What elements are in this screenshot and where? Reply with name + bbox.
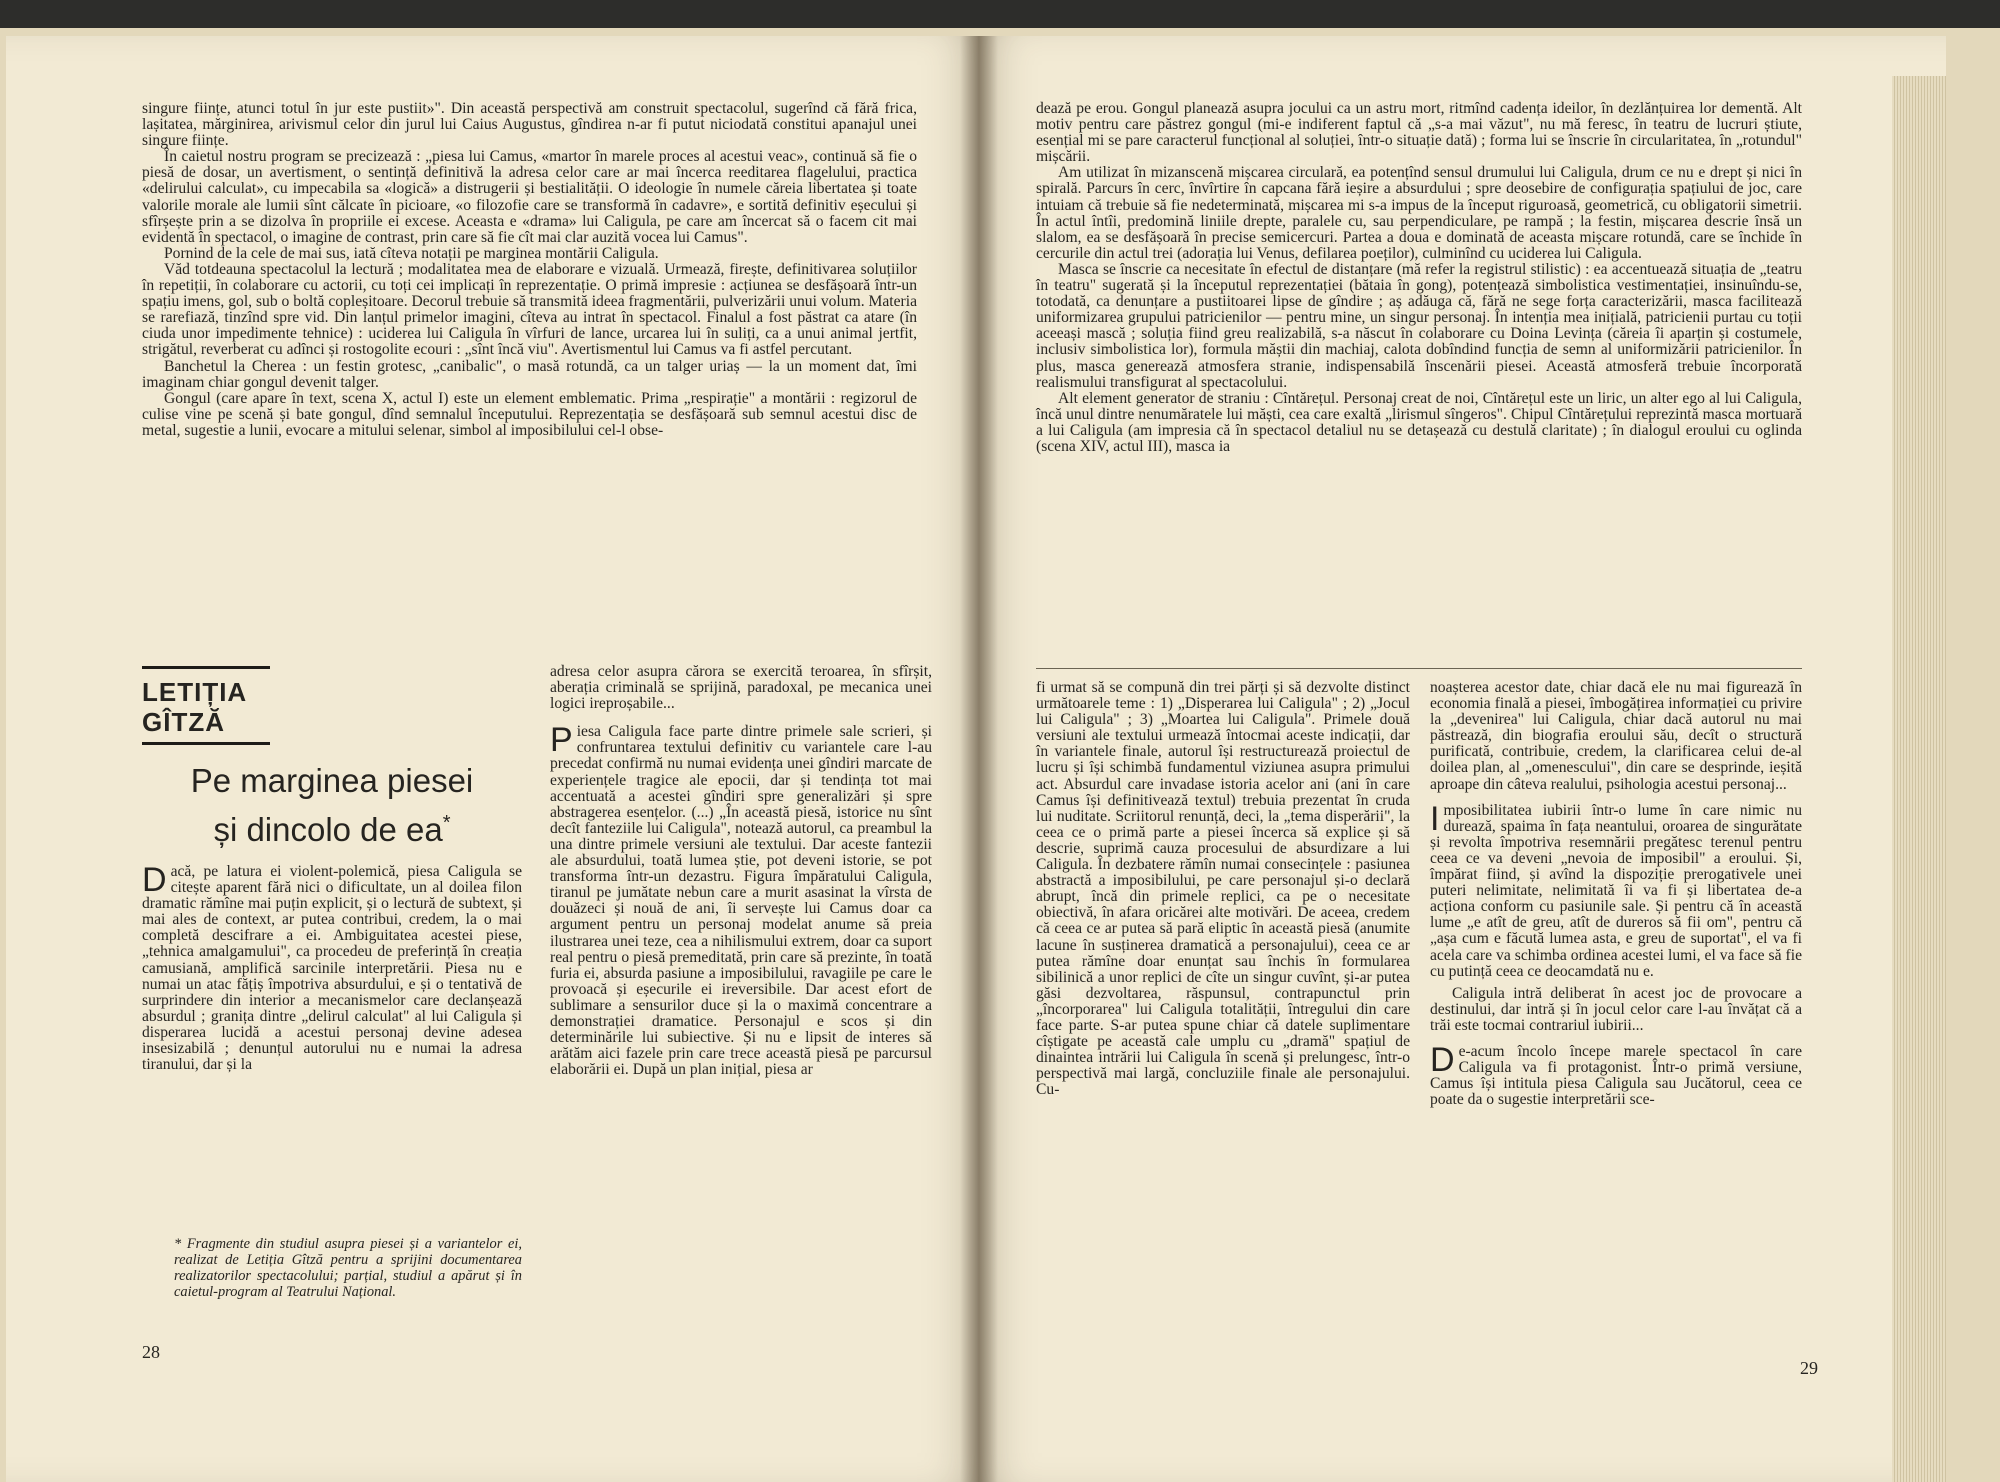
- author-line: LETIȚIA: [142, 677, 248, 707]
- left-paragraph: Pornind de la cele de mai sus, iată cîteva notații pe marginea montării Caligula.: [164, 244, 659, 262]
- right-paragraph: Alt element generator de straniu : Cîntărețul. Personaj creat de noi, Cîntărețul este un liric, un alter ego al lui Caligula, încă unul dintre nenumăratele lui măști, cea care exaltă „lirismul sîngeros". Chipul Cîntărețului reprezintă masca mortuară a lui Caligula (am impresia că în spectacol detaliul nu se detașează cu destulă claritate) ; în dialogul eroului cu oglinda (scena XIV, actul III), masca ia: [1036, 389, 1802, 455]
- drop-cap: D: [1430, 1040, 1455, 1079]
- left-top-text: [142, 101, 917, 439]
- right-paragraph: Masca se înscrie ca necesitate în efectul de distanțare (mă refer la registrul stilistic) : ea accentuează situația de „teatru în teatru" sugerată și la începutul reprezentației (bătaia în gong), potențează simbolistica vestimentației, insinuîndu-se, totodată, ca denunțare a pustiitoarei lipse de gîndire ; aș adăuga că, fără ne sege forța caracterizării, masca facilitează uniformizarea grupului patricienilor — pentru mine, un singur personaj. În intenția mea inițială, patricienii purtau cu toții aceeași mască ; soluția fiind greu realizabilă, s-a născut în colaborare cu Doina Levința (căreia îi aparțin și costumele, inclusiv simbolistica lor), formula măștii din machiaj, calota dobîndind funcția de semn al uniformizării patricienilor. În plus, masca generează atmosfera stranie, indispensabilă înscenării piesei. Această atmosferă trebuie încorporată realismului transfigurat al spectacolului.: [1036, 260, 1802, 391]
- col-paragraph: Piesa Caligula face parte dintre primele sale scrieri, și confruntarea textului definitiv cu variantele care l-au precedat confirmă nu numai evidența unei gîndiri marcate de experiențele tragice ale epocii, dar și tendința tot mai accentuată a acestei gîndiri spre generalizări și spre abstragerea esențelor. (...) „În această piesă, istorice nu sînt decît fanteziile lui Caligula", notează autorul, ca preambul la una dintre primele versiuni ale textului. Dar aceste fantezii ale absurdului, toată lumea știe, pot deveni istorie, se pot transforma într-un dezastru. Figura împăratului Caligula, tiranul pe jumătate nebun care a murit asasinat la vîrsta de douăzeci și nouă de ani, îi servește lui Camus doar ca argument pentru un personaj modelat anume să preia ilustrarea unei teze, cea a nihilismului extrem, doar ca suport real pentru o piesă premeditată, prin care să prezinte, în toată furia ei, absurda pasiune a imposibilului, ravagiile pe care le provoacă și eșecurile ei ireversibile. Dar acest efort de sublimare a sensurilor duce și la o maximă concentrare a demonstrației dramatice. Personajul e scos și din determinările lui subiective. Și nu e lipsit de interes să arătăm aici fazele prin care trece această piesă pe parcursul elaborării ei. După un plan inițial, piesa ar: [550, 721, 932, 1079]
- right-column-1: [1036, 680, 1410, 1098]
- left-column-2: [550, 664, 932, 1078]
- section-divider: [1036, 668, 1802, 669]
- right-paragraph: dează pe erou. Gongul planează asupra jocului ca un astru mort, ritmînd cadența ideilor, în dezlănțuirea lor dementă. Alt motiv pentru care păstrez gongul (mi-e indiferent faptul că „s-a mai văzut", nu mă feresc, în teatru de lucruri știute, esențial mi se pare caracterul funcțional al soluției, într-o situație dată) ; forma lui se înscrie în circularitatea, în „rotundul" mișcării.: [1036, 100, 1802, 166]
- left-column-1: [142, 861, 522, 1074]
- author-name: [142, 677, 247, 737]
- col-paragraph: noașterea acestor date, chiar dacă ele nu mai figurează în economia finală a piesei, îmbogățirea informației cu privire la „devenirea" lui Caligula, chiar dacă autorul nu mai păstrează, din biografia eroului său, decît o structură purificată, contribuie, credem, la clarificarea celui de-al doilea plan, al „omenescului", din care se desprinde, ieșită aproape din câteva realului, psihologia acestui personaj...: [1430, 679, 1802, 793]
- page-edges: [1892, 76, 1946, 1482]
- author-line: GÎTZĂ: [142, 707, 225, 737]
- author-rule-top: [142, 666, 270, 669]
- page-number: 29: [1800, 1358, 1818, 1378]
- col-paragraph: Imposibilitatea iubirii într-o lume în care nimic nu durează, spaima în fața neantului, oroarea de singurătate și revolta împotriva resemnării pregătesc terenul pentru ceea ce va deveni „nevoia de imposibil" a eroului. Și, împărat fiind, și avînd la dispoziție prerogativele unei puteri nelimitate, nelimitată îi va fi și libertatea de-a acționa conform cu pasiunile sale. Și pentru că în această lume „e atît de greu, atît de dureros să fii om", pentru că „așa cum e făcută lumea asta, e greu de suportat", el va fi acela care va schimba ordinea acestei lumi, el va face să fie cu putință ceea ce deocamdată nu e.: [1430, 799, 1802, 980]
- left-page: [6, 36, 981, 1482]
- footnote: * Fragmente din studiul asupra piesei și a variantelor ei, realizat de Letiția Gîtză pentru a sprijini documentarea realizatorilor spectacolului; parțial, studiul a apărut și în caietul-program al Teatrului Național.: [174, 1236, 522, 1300]
- left-paragraph: Văd totdeauna spectacolul la lectură ; modalitatea mea de elaborare e vizuală. Urmează, firește, definitivarea soluțiilor în repetiții, în colaborare cu actorii, cu toți cei implicați în reprezentație. O primă impresie : acțiunea se desfășoară într-un spațiu imens, gol, sub o boltă copleșitoare. Decorul trebuie să transmită ideea fragmentării, pulverizării unui volum. Materia se rarefiază, tinzînd spre vid. Din lanțul primelor imagini, cîteva au intrat în spectacol. Finalul a fost păstrat ca atare (în ciuda unor impedimente tehnice) : uciderea lui Caligula în vîrfuri de lance, urcarea lui în suliți, ca a unui animal jertfit, strigătul, reverberat cu adînci și rostogolite ecouri : „sînt încă viu". Avertismentul lui Camus va fi astfel percutant.: [142, 260, 917, 359]
- left-paragraph: singure ființe, atunci totul în jur este pustiit»". Din această perspectivă am construit spectacolul, sugerînd că fără frica, lașitatea, mărginirea, arivismul celor din jurul lui Caius Augustus, gîndirea n-ar fi putut niciodată constitui apanajul unei singure ființe.: [142, 100, 917, 150]
- book-gutter: [960, 36, 998, 1482]
- col-paragraph: Caligula intră deliberat în acest joc de provocare a destinului, dar intră și în jocul celor care l-au învățat că a trăi este tocmai contrariul iubirii...: [1430, 984, 1802, 1034]
- left-paragraph: În caietul nostru program se precizează : „piesa lui Camus, «martor în marele proces al acestui veac», continuă să fie o piesă de dosar, un avertisment, o sentință definitivă la adresa celor care ar mai încerca reeditarea flagelului, practica «delirului calculat», cu impecabila sa «logică» a distrugerii și bestialității. O ideologie în numele căreia libertatea și toate valorile morale ale lumii sînt călcate în picioare, «o filozofie care se transformă în cadavre», e sortită definitiv eșecului și sfîrșește prin a se dizolva în propriile ei excese. Aceasta e «drama» lui Caligula, pe care am încercat să o facem cit mai evidentă în spectacol, o imagine de contrast, prin care să fie cît mai clar auzită vocea lui Camus".: [142, 148, 917, 246]
- right-paragraph: Am utilizat în mizanscenă mișcarea circulară, ea potențînd sensul drumului lui Caligula, drum ce nu e drept și nici în spirală. Parcurs în cerc, învîrtire în capcana fără ieșire a absurdului ; spre deosebire de configurația spațiului de joc, care intuiam că trebuie să fie nedeterminată, mișcarea mi s-a impus de la început riguroasă, geometrică, cu obligatorii simetrii. În actul întîi, predomină liniile drepte, paralele cu, sau perpendiculare, pe rampă ; la festin, mișcarea descrie însă un slalom, ea se desfășoară în precise semicercuri. Partea a doua e dominată de aceasta mișcare rotundă, care se închide în cercurile din actul trei (adorația lui Venus, defilarea poeților), culminînd cu uciderea lui Caligula.: [1036, 164, 1802, 262]
- page-number: 28: [142, 1342, 160, 1362]
- author-rule-bottom: [142, 742, 270, 745]
- right-top-text: [1036, 101, 1802, 455]
- left-paragraph: Gongul (care apare în text, scena X, actul I) este un element emblematic. Prima „respirație" a montării : regizorul de culise vine pe scenă și bate gongul, dînd semnalul începutului. Reprezentația se desfășoară sub semnul acestui disc de metal, sugestie a lunii, evocare a mitului selenar, simbol al imposibilului cel-l obse-: [142, 389, 917, 439]
- title-line: și dincolo de ea*: [213, 811, 451, 848]
- title-line: Pe marginea piesei: [190, 762, 474, 799]
- col-paragraph: adresa celor asupra cărora se exercită teroarea, în sfîrșit, aberația criminală se sprijină, paradoxal, pe mecanica unei logici ireproșabile...: [550, 663, 932, 713]
- article-title: [142, 760, 522, 851]
- right-column-2: [1430, 680, 1802, 1108]
- drop-cap: D: [142, 861, 167, 899]
- col-paragraph: Dacă, pe latura ei violent-polemică, piesa Caligula se citește aparent fără nici o dificultate, un al doilea filon dramatic rămîne mai puțin explicit, și o lectură de subtext, și mai ales de context, ar putea contribui, credem, la o mai completă descifrare a ei. Ambiguitatea acestei piese, „tehnica amalgamului", ca procedeu de preferință în creația camusiană, amplifică sarcinile interpretării. Piesa nu e numai un atac fățiș împotriva absurdului, e și o tentativă de surprindere din interior a mecanismelor care declanșează absurdul ; granița dintre „delirul calculat" al lui Caligula și disperarea lucidă a acestui personaj devine adesea insesizabilă ; denunțul autorului nu e numai la adresa tiranului, dar și la: [142, 861, 522, 1074]
- col-paragraph: fi urmat să se compună din trei părți și să dezvolte distinct următoarele teme : 1) „Disperarea lui Caligula" ; 2) „Jocul lui Caligula" ; 3) „Moartea lui Caligula". Primele două versiuni ale textului urmează întocmai aceste indicații, dar în variantele finale, autorul își restructurează proiectul de lucru și își schimbă fundamentul viziunea asupra primului act. Absurdul care invadase istoria acelor ani (ani în care Camus își definitivează textul) trebuia prezentat în cruda lui nuditate. Scriitorul renunță, deci, la „tema disperării", la ceea ce o primă parte a piesei încerca să explice și să descrie, suprimă cauza procesului de absurdizare a lui Caligula. În dezbatere rămîn numai consecințele : pasiunea abstractă a imposibilului, pe care personajul și-o declară abrupt, încă din primele replici, ca pe o necesitate obiectivă, în afara oricărei alte motivări. De aceea, credem că ceea ce ar putea să pară eliptic în această piesă (anumite lacune în susținerea dramatică a personajului), ceea ce ar putea rămîne doar enunțat sau închis în formularea sibilinică a unor replici de cîte un singur cuvînt, și-ar putea găsi dezvoltarea, răspunsul, contrapunctul prin „încorporarea" lui Caligula totalității, întregului din care face parte. S-ar putea spune chiar că datele suplimentare cîștigate pe această cale umplu cu „dramă" spațiul de dinaintea intrării lui Caligula în scenă și prelungesc, într-o perspectivă mai largă, concluziile finale ale personajului. Cu-: [1036, 679, 1410, 1099]
- right-page: [978, 36, 1946, 1482]
- left-paragraph: Banchetul la Cherea : un festin grotesc, „canibalic", o masă rotundă, ca un talger uriaș — la un moment dat, îmi imaginam chiar gongul devenit talger.: [142, 357, 917, 391]
- footnote-marker: *: [442, 812, 451, 834]
- drop-cap: I: [1430, 799, 1440, 838]
- drop-cap: P: [550, 721, 573, 760]
- col-paragraph: De-acum încolo începe marele spectacol în care Caligula va fi protagonist. Într-o primă versiune, Camus își intitula piesa Caligula sau Jucătorul, ceea ce poate da o sugestie interpretării sce-: [1430, 1040, 1802, 1109]
